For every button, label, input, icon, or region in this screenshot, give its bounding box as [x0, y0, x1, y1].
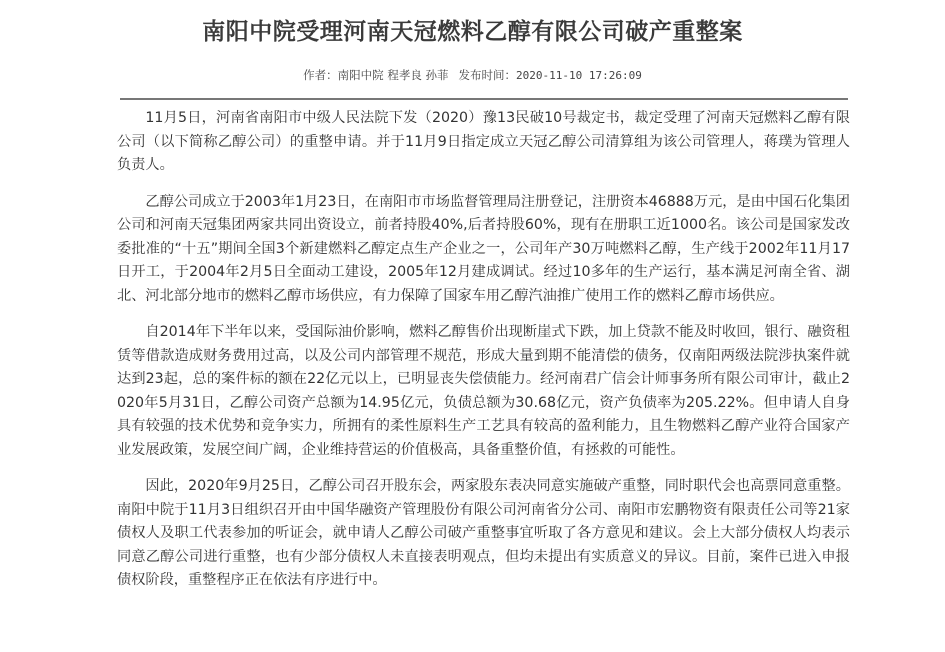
published-label: 发布时间：	[458, 68, 516, 82]
article-body	[117, 107, 850, 606]
paragraph: 自2014年下半年以来，受国际油价影响，燃料乙醇售价出现断崖式下跌，加上贷款不能及时收回，银行、融资租赁等借款造成财务费用过高，以及公司内部管理不规范，形成大量到期不能清偿的债务，仅南阳两级法院涉执案件就达到23起，总的案件标的额在22亿元以上，已明显丧失偿债能力。经河南君广信会计师事务所有限公司审计，截止2020年5月31日，乙醇公司资产总额为14.95亿元，负债总额为30.68亿元，资产负债率为205.22%。但申请人自身具有较强的技术优势和竞争实力，所拥有的柔性原料生产工艺具有较高的盈利能力，且生物燃料乙醇产业符合国家产业发展政策，发展空间广阔，企业维持营运的价值极高，具备重整价值，有拯救的可能性。	[117, 324, 850, 458]
paragraph: 因此，2020年9月25日，乙醇公司召开股东会，两家股东表决同意实施破产重整，同时职代会也高票同意重整。南阳中院于11月3日组织召开由中国华融资产管理股份有限公司河南省分公司、南阳市宏鹏物资有限责任公司等21家债权人及职工代表参加的听证会，就申请人乙醇公司破产重整事宜听取了各方意见和建议。会上大部分债权人均表示同意乙醇公司进行重整，也有少部分债权人未直接表明观点，但均未提出有实质意义的异议。目前，案件已进入申报债权阶段，重整程序正在依法有序进行中。	[117, 478, 850, 588]
author-names: 南阳中院 程孝良 孙菲	[337, 68, 449, 82]
published-time: 2020-11-10 17:26:09	[515, 69, 642, 82]
author-label: 作者：	[303, 68, 338, 82]
title-divider	[120, 98, 848, 100]
article-title: 南阳中院受理河南天冠燃料乙醇有限公司破产重整案	[202, 18, 743, 45]
paragraph: 11月5日，河南省南阳市中级人民法院下发（2020）豫13民破10号裁定书，裁定受理了河南天冠燃料乙醇有限公司（以下简称乙醇公司）的重整申请。并于11月9日指定成立天冠乙醇公司清算组为该公司管理人，蒋璞为管理人负责人。	[117, 110, 850, 173]
article-meta	[0, 67, 945, 84]
paragraph: 乙醇公司成立于2003年1月23日，在南阳市市场监督管理局注册登记，注册资本46888万元，是由中国石化集团公司和河南天冠集团两家共同出资设立，前者持股40%,后者持股60%，现有在册职工近1000名。该公司是国家发改委批准的“十五”期间全国3个新建燃料乙醇定点生产企业之一，公司年产30万吨燃料乙醇，生产线于2002年11月17日开工，于2004年2月5日全面动工建设，2005年12月建成调试。经过10多年的生产运行，基本满足河南全省、湖北、河北部分地市的燃料乙醇市场供应，有力保障了国家车用乙醇汽油推广使用工作的燃料乙醇市场供应。	[117, 193, 850, 304]
